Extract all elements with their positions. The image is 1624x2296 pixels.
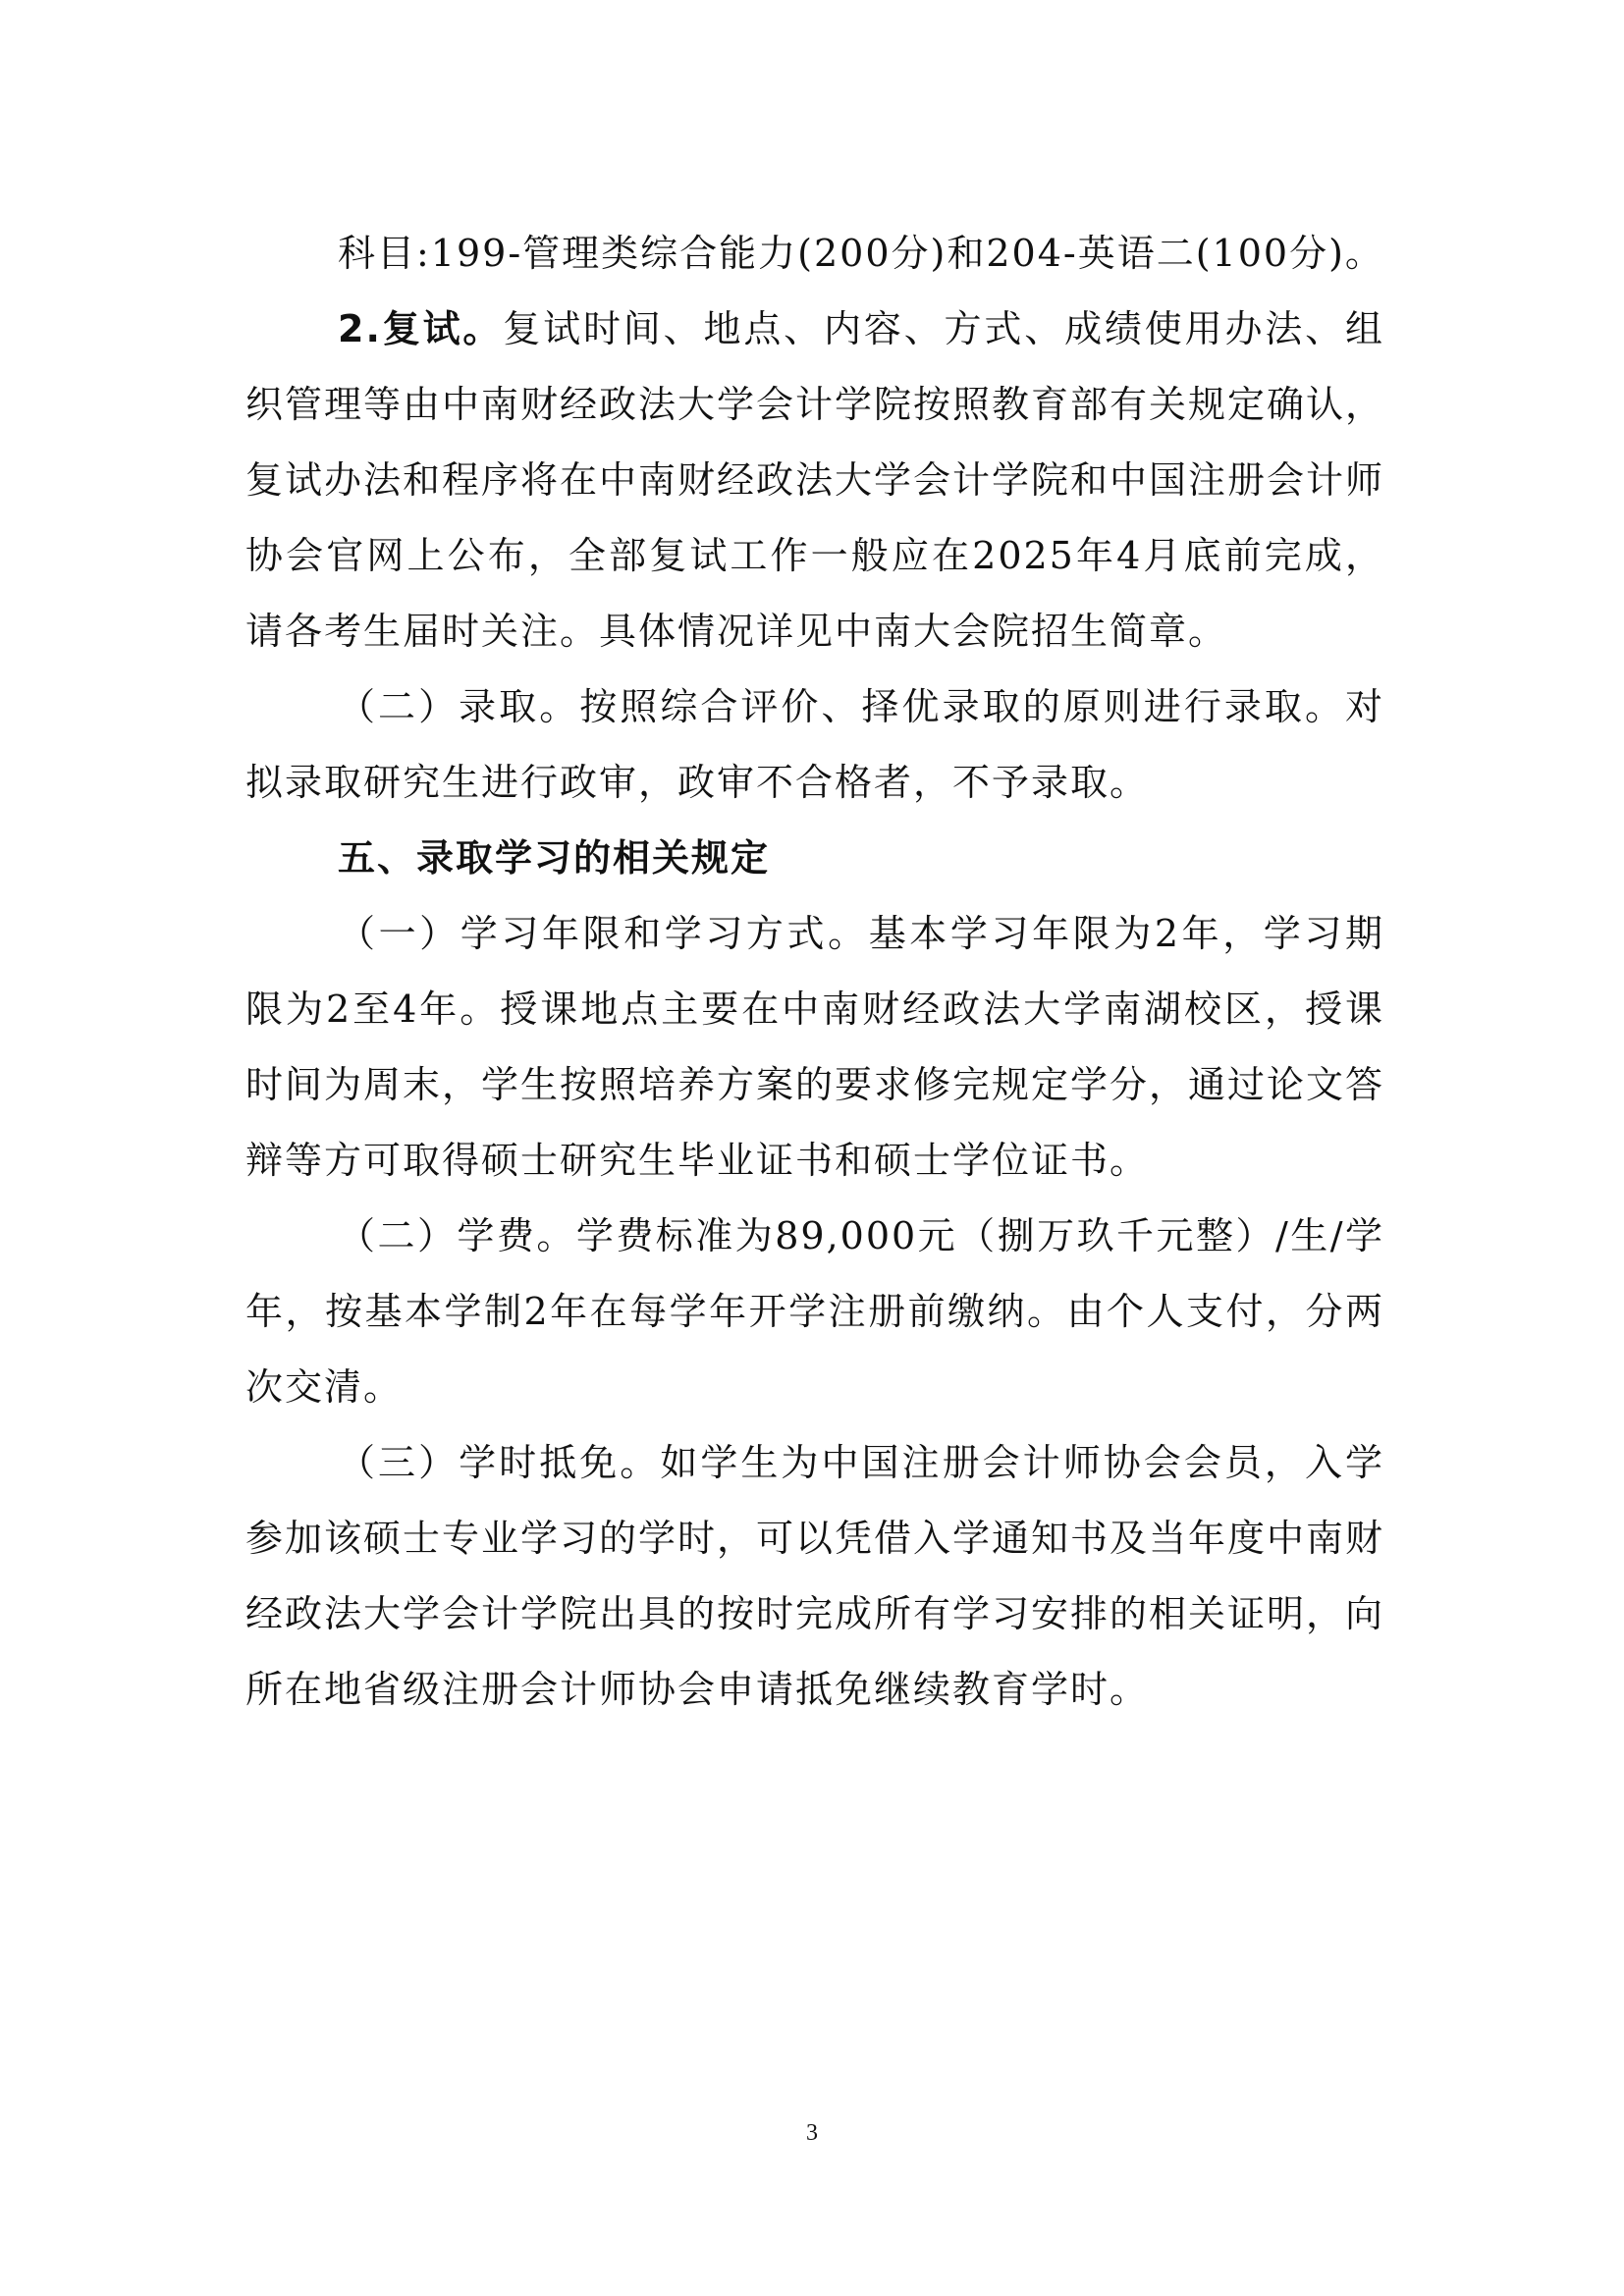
paragraph-retest [245,292,1384,669]
paragraph-text: （一）学习年限和学习方式。基本学习年限为2年，学习期限为2至4年。授课地点主要在中南财经政法大学南湖校区，授课时间为周末，学生按照培养方案的要求修完规定学分，通过论文答辩等方可取得硕士研究生毕业证书和硕士学位证书。 [245,912,1385,1182]
page-number: 3 [806,2120,818,2146]
paragraph-hours-exemption [245,1425,1384,1728]
paragraph-subject [245,216,1384,292]
paragraph-text: （二）录取。按照综合评价、择优录取的原则进行录取。对拟录取研究生进行政审，政审不合格者，不予录取。 [245,685,1384,804]
document-body [245,216,1384,1728]
section-heading: 五、录取学习的相关规定 [338,836,771,880]
paragraph-study-years [245,896,1384,1199]
paragraph-text: （二）学费。学费标准为89,000元（捌万玖千元整）/生/学年，按基本学制2年在每学年开学注册前缴纳。由个人支付，分两次交清。 [245,1214,1384,1409]
paragraph-lead: 2.复试。 [338,307,504,350]
paragraph-text: 科目:199-管理类综合能力(200分)和204-英语二(100分)。 [338,232,1384,275]
paragraph-tuition [245,1199,1384,1425]
paragraph-text: （三）学时抵免。如学生为中国注册会计师协会会员，入学参加该硕士专业学习的学时，可以凭借入学通知书及当年度中南财经政法大学会计学院出具的按时完成所有学习安排的相关证明，向所在地省级注册会计师协会申请抵免继续教育学时。 [245,1441,1385,1711]
paragraph-text: 复试时间、地点、内容、方式、成绩使用办法、组织管理等由中南财经政法大学会计学院按照教育部有关规定确认，复试办法和程序将在中南财经政法大学会计学院和中国注册会计师协会官网上公布，全部复试工作一般应在2025年4月底前完成，请各考生届时关注。具体情况详见中南大会院招生简章。 [245,307,1385,653]
paragraph-admission [245,669,1384,821]
